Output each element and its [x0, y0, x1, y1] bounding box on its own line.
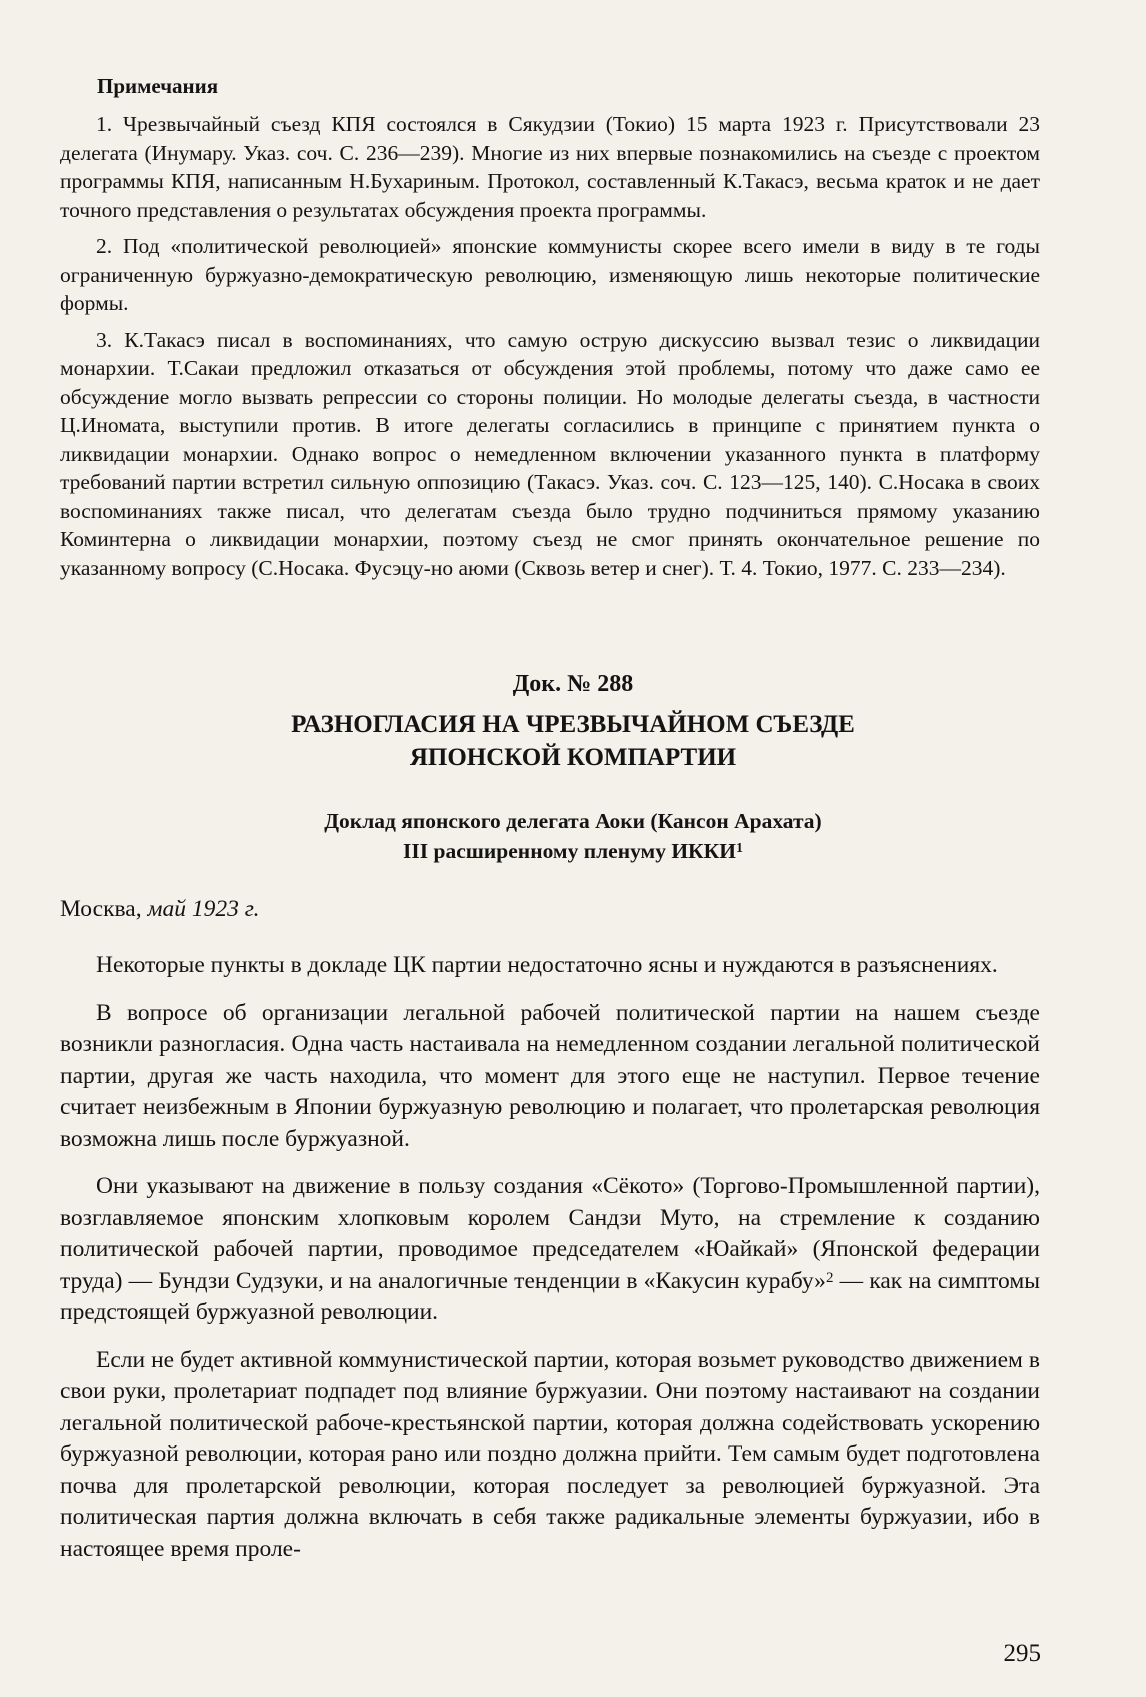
footnote-marker: 1: [735, 841, 743, 856]
body-paragraph: Некоторые пункты в докладе ЦК партии недостаточно ясны и нуждаются в разъяснениях.: [96, 952, 998, 978]
document-number: Док. № 288: [512, 671, 634, 697]
note-item: 2. Под «политической революцией» японские коммунисты скорее всего имели в виду в те годы ограниченную буржуазно-демократическую революцию, изменяющую лишь некоторые политические формы.: [60, 234, 1040, 315]
document-body: [60, 950, 1040, 1581]
body-text: Они указывают на движение в пользу создания «Сёкото» (Торгово-Промышленной партии), возглавляемое японским хлопковым королем Сандзи Муто, на стремление к созданию политической рабочей партии, проводимое председателем «Юайкай» (Японской федерации труда) — Бундзи Судзуки, и на аналогичные тенденции в «Какусин курабу»: [60, 1173, 1040, 1294]
body-paragraph: В вопросе об организации легальной рабочей политической партии на нашем съезде возникли разногласия. Одна часть настаивала на немедленном создании легальной политической партии, другая же часть находила, что момент для этого еще не наступил. Первое течение считает неизбежным в Японии буржуазную революцию и полагает, что пролетарская революция возможна лишь после буржуазной.: [60, 999, 1040, 1152]
document-subtitle: [0, 806, 1146, 866]
document-subtitle-line1: Доклад японского делегата Аоки (Кансон Арахата): [324, 809, 822, 833]
document-title-line1: РАЗНОГЛАСИЯ НА ЧРЕЗВЫЧАЙНОМ СЪЕЗДЕ: [291, 711, 855, 738]
notes-section: [60, 110, 1040, 590]
date: май 1923 г.: [147, 896, 260, 922]
document-title-line2: ЯПОНСКОЙ КОМПАРТИИ: [409, 744, 737, 771]
place-date-line: [60, 896, 259, 923]
body-text: — как на симптомы предстоящей буржуазной революции.: [60, 1267, 1040, 1325]
place: Москва,: [60, 896, 142, 922]
notes-heading: Примечания: [97, 74, 219, 98]
note-item: 1. Чрезвычайный съезд КПЯ состоялся в Сякудзии (Токио) 15 марта 1923 г. Присутствовали 23 делегата (Инумару. Указ. соч. С. 236—239). Многие из них впервые познакомились на съезде с проектом программы КПЯ, написанным Н.Бухариным. Протокол, составленный К.Такасэ, весьма краток и не дает точного представления о результатах обсуждения проекта программы.: [60, 112, 1040, 222]
document-title: [0, 708, 1146, 774]
footnote-marker: 2: [825, 1269, 834, 1286]
note-item: 3. К.Такасэ писал в воспоминаниях, что самую острую дискуссию вызвал тезис о ликвидации монархии. Т.Сакаи предложил отказаться от обсуждения этой проблемы, потому что даже само ее обсуждение могло вызвать репрессии со стороны полиции. Но молодые делегаты съезда, в частности Ц.Иномата, выступили против. В итоге делегаты согласились в принципе с принятием пункта о ликвидации монархии. Однако вопрос о немедленном включении указанного пункта в платформу требований партии встретил сильную оппозицию (Такасэ. Указ. соч. С. 123—125, 140). С.Носака в своих воспоминаниях также писал, что делегатам съезда было трудно подчиниться прямому указанию Коминтерна о ликвидации монархии, поэтому съезд не смог принять окончательное решение по указанному вопросу (С.Носака. Фусэцу-но аюми (Сквозь ветер и снег). Т. 4. Токио, 1977. С. 233—234).: [60, 327, 1040, 580]
document-subtitle-line2: III расширенному пленуму ИККИ: [403, 839, 736, 863]
body-paragraph: Если не будет активной коммунистической партии, которая возьмет руководство движением в свои руки, пролетариат подпадет под влияние буржуазии. Они поэтому настаивают на создании легальной политической рабоче-крестьянской партии, которая должна содействовать ускорению буржуазной революции, которая рано или поздно должна прийти. Тем самым будет подготовлена почва для пролетарской революции, которая последует за революцией буржуазной. Эта политическая партия должна включать в себя также радикальные элементы буржуазии, ибо в настоящее время проле-: [60, 1346, 1040, 1562]
body-paragraph: [60, 1171, 1040, 1329]
page-number: 295: [1003, 1640, 1041, 1667]
